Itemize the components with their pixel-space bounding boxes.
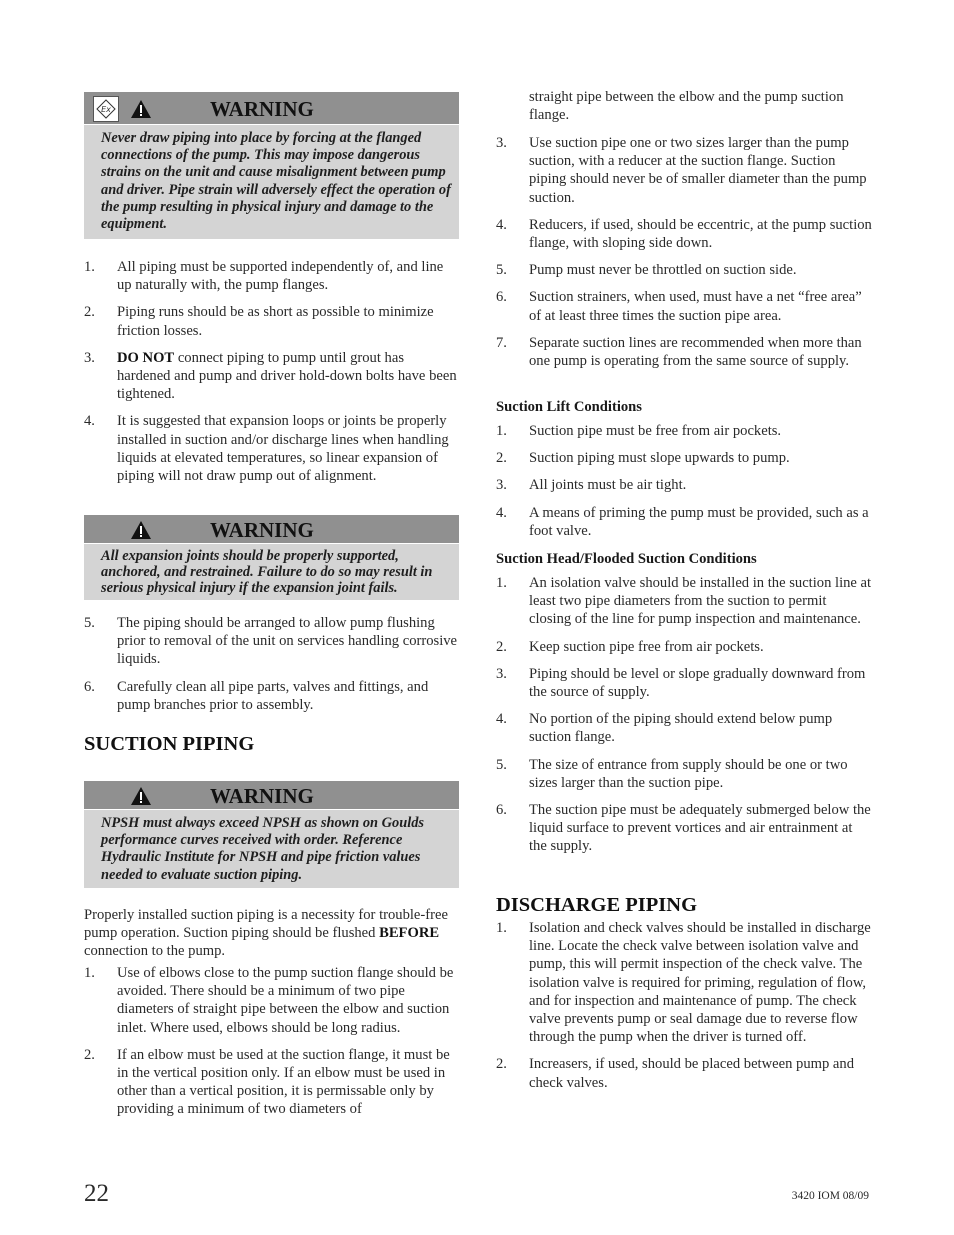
list-item-text: An isolation valve should be installed in the suction line at least two pipe diameters from the suction to permit closing of the line for pump inspection and maintenance.: [529, 575, 872, 628]
list-item: [84, 614, 460, 669]
list-item: [496, 638, 872, 656]
list-item: [496, 476, 872, 494]
list-item-number: 5.: [496, 262, 507, 279]
list-item-number: 4.: [84, 413, 95, 430]
suction-head-heading: Suction Head/Flooded Suction Conditions: [496, 551, 757, 567]
warning-title: WARNING: [210, 518, 314, 542]
list-item-text: Carefully clean all pipe parts, valves and fittings, and pump branches prior to assembly.: [117, 678, 429, 713]
list-item-text: Isolation and check valves should be installed in discharge line. Locate the check valve between isolation valve and pump, this will permit inspection of the check valve. The isolation valve is required for priming, regulation of flow, and for inspection and maintenance of pump. The check valve prevents pump or seal damage due to reverse flow through the pump when the driver is turned off.: [529, 920, 871, 1046]
list-item-text: Separate suction lines are recommended when more than one pump is operating from the same source of supply.: [529, 334, 862, 370]
suction-intro-paragraph: Properly installed suction piping is a necessity for trouble-free pump operation. Suction piping should be flushed BEFORE connection to the pump.: [84, 907, 448, 960]
list-item-number: 3.: [84, 349, 95, 366]
list-item-number: 1.: [496, 575, 507, 591]
page-number: 22: [84, 1180, 109, 1207]
list-item-text: If an elbow must be used at the suction flange, it must be in the vertical position only. If an elbow must be used in other than a vertical position, it is permissable only by providing a minimum of two diameters of: [117, 1046, 450, 1118]
list-item-number: 1.: [496, 423, 507, 439]
list-item-number: 1.: [84, 965, 95, 981]
warning-box-expansion-joints: [84, 515, 459, 600]
list-item-text: Keep suction pipe free from air pockets.: [529, 638, 764, 655]
list-item-number: 5.: [84, 615, 95, 631]
list-item: [496, 288, 872, 324]
list-item-number: 4.: [496, 504, 507, 521]
list-item-number: 6.: [84, 678, 95, 695]
list-item-text: Use of elbows close to the pump suction flange should be avoided. There should be a minimum of two pipe diameters of straight pipe between the elbow and suction inlet. Where used, elbows should be long radius.: [117, 965, 454, 1036]
warning-header: [84, 92, 459, 125]
warning-triangle-icon: [130, 99, 152, 119]
list-item-number: 2.: [84, 304, 95, 321]
list-item-text: Piping should be level or slope gradually downward from the source of supply.: [529, 665, 866, 701]
list-item-text: Suction strainers, when used, must have a net “free area” of at least three times the suction pipe area.: [529, 289, 862, 324]
list-item: [84, 1046, 460, 1119]
list-item-number: 2.: [496, 450, 507, 467]
list-item-text: Piping runs should be as short as possible to minimize friction losses.: [117, 304, 434, 339]
list-item-number: 6.: [496, 802, 507, 819]
list-item: [84, 678, 460, 714]
list-item: [84, 349, 460, 404]
suction-list-1: [84, 964, 460, 1128]
warning-text: All expansion joints should be properly supported, anchored, and restrained. Failure to do so may result in serious physical injury if the expansion joint fails.: [101, 548, 433, 596]
warning-triangle-icon: [130, 520, 152, 540]
list-item-text: Suction piping must slope upwards to pump.: [529, 450, 790, 467]
list-item-text: The size of entrance from supply should be one or two sizes larger than the suction pipe.: [529, 756, 848, 791]
list-item: [496, 422, 872, 440]
list-item-text: Reducers, if used, should be eccentric, at the pump suction flange, with sloping side down.: [529, 216, 872, 252]
footer-doc-id: 3420 IOM 08/09: [791, 1190, 869, 1202]
warning-title: WARNING: [210, 97, 314, 121]
list-item: [496, 1055, 872, 1091]
list-item: [496, 334, 872, 370]
list-item: [496, 801, 872, 856]
list-item: [496, 756, 872, 792]
warning-box-pipe-strain: [84, 92, 459, 239]
list-item-number: 1.: [84, 259, 95, 275]
list-item-number: 3.: [496, 477, 507, 494]
warning-triangle-icon: [130, 786, 152, 806]
list-item-text: All piping must be supported independently of, and line up naturally with, the pump flanges.: [117, 259, 444, 294]
list-item: [84, 412, 460, 485]
list-item: [496, 449, 872, 467]
list-item-number: 2.: [84, 1046, 95, 1063]
list-item-number: 3.: [496, 135, 507, 151]
discharge-list: [496, 919, 872, 1101]
list-item: [496, 665, 872, 701]
atex-ex-icon: [93, 96, 119, 122]
list-item: [496, 574, 872, 629]
warning-text: Never draw piping into place by forcing at the flanged connections of the pump. This may impose dangerous strains on the unit and cause misalignment between pump and driver. Pipe strain will adversely effect the operation of the pump resulting in physical injury and damage to the equipment.: [101, 130, 451, 233]
warning-header: [84, 515, 459, 544]
svg-text:Ex: Ex: [101, 105, 111, 114]
piping-list-1: [84, 258, 460, 494]
list-item-number: 6.: [496, 289, 507, 306]
suction-list-2: [496, 134, 872, 379]
list-item-text: Increasers, if used, should be placed between pump and check valves.: [529, 1056, 855, 1091]
suction-head-list: [496, 574, 872, 865]
list-item-number: 1.: [496, 920, 507, 936]
list-item-number: 7.: [496, 334, 507, 351]
list-item: [84, 258, 460, 294]
list-item-text: connect piping to pump until grout has hardened and pump and driver hold-down bolts have been tightened.: [117, 349, 457, 403]
list-item-text: A means of priming the pump must be provided, such as a foot valve.: [529, 504, 869, 539]
list-item-emphasis: DO NOT: [117, 349, 175, 366]
warning-title: WARNING: [210, 784, 314, 808]
suction-lift-list: [496, 422, 872, 549]
list-item-number: 2.: [496, 638, 507, 655]
list-item-number: 4.: [496, 216, 507, 233]
list-item-text: Pump must never be throttled on suction side.: [529, 262, 797, 279]
list-item-number: 3.: [496, 665, 507, 682]
list-item-text: It is suggested that expansion loops or joints be properly installed in suction and/or discharge lines when handling liquids at elevated temperatures, so linear expansion of piping will not draw pump out of alignment.: [117, 413, 449, 485]
list-item-number: 4.: [496, 711, 507, 728]
warning-box-npsh: [84, 781, 459, 888]
list-item: [496, 134, 872, 207]
discharge-piping-heading: DISCHARGE PIPING: [496, 894, 698, 916]
list-item-number: 2.: [496, 1056, 507, 1073]
warning-text: NPSH must always exceed NPSH as shown on Goulds performance curves received with order. Reference Hydraulic Institute for NPSH and pipe friction values needed to evaluate suction piping.: [101, 815, 425, 883]
list-item-text: All joints must be air tight.: [529, 477, 687, 494]
list-item-text: Suction pipe must be free from air pockets.: [529, 423, 782, 439]
list-item-text: No portion of the piping should extend below pump suction flange.: [529, 711, 833, 746]
suction-piping-heading: SUCTION PIPING: [84, 733, 255, 755]
list-item: [496, 261, 872, 279]
list-item: [496, 919, 872, 1046]
continued-paragraph: straight pipe between the elbow and the pump suction flange.: [529, 89, 844, 124]
list-item-text: The piping should be arranged to allow pump flushing prior to removal of the unit on services handling corrosive liquids.: [117, 615, 458, 668]
suction-lift-heading: Suction Lift Conditions: [496, 399, 642, 415]
list-item: [496, 216, 872, 252]
list-item: [84, 964, 460, 1037]
warning-header: [84, 781, 459, 810]
list-item: [496, 504, 872, 540]
list-item-text: The suction pipe must be adequately submerged below the liquid surface to prevent vortices and air entrainment at the supply.: [529, 802, 871, 855]
piping-list-2: [84, 614, 460, 723]
list-item-text: Use suction pipe one or two sizes larger than the pump suction, with a reducer at the suction flange. Suction piping should never be of smaller diameter than the pump suction.: [529, 135, 867, 206]
list-item: [84, 303, 460, 339]
list-item: [496, 710, 872, 746]
list-item-number: 5.: [496, 756, 507, 773]
